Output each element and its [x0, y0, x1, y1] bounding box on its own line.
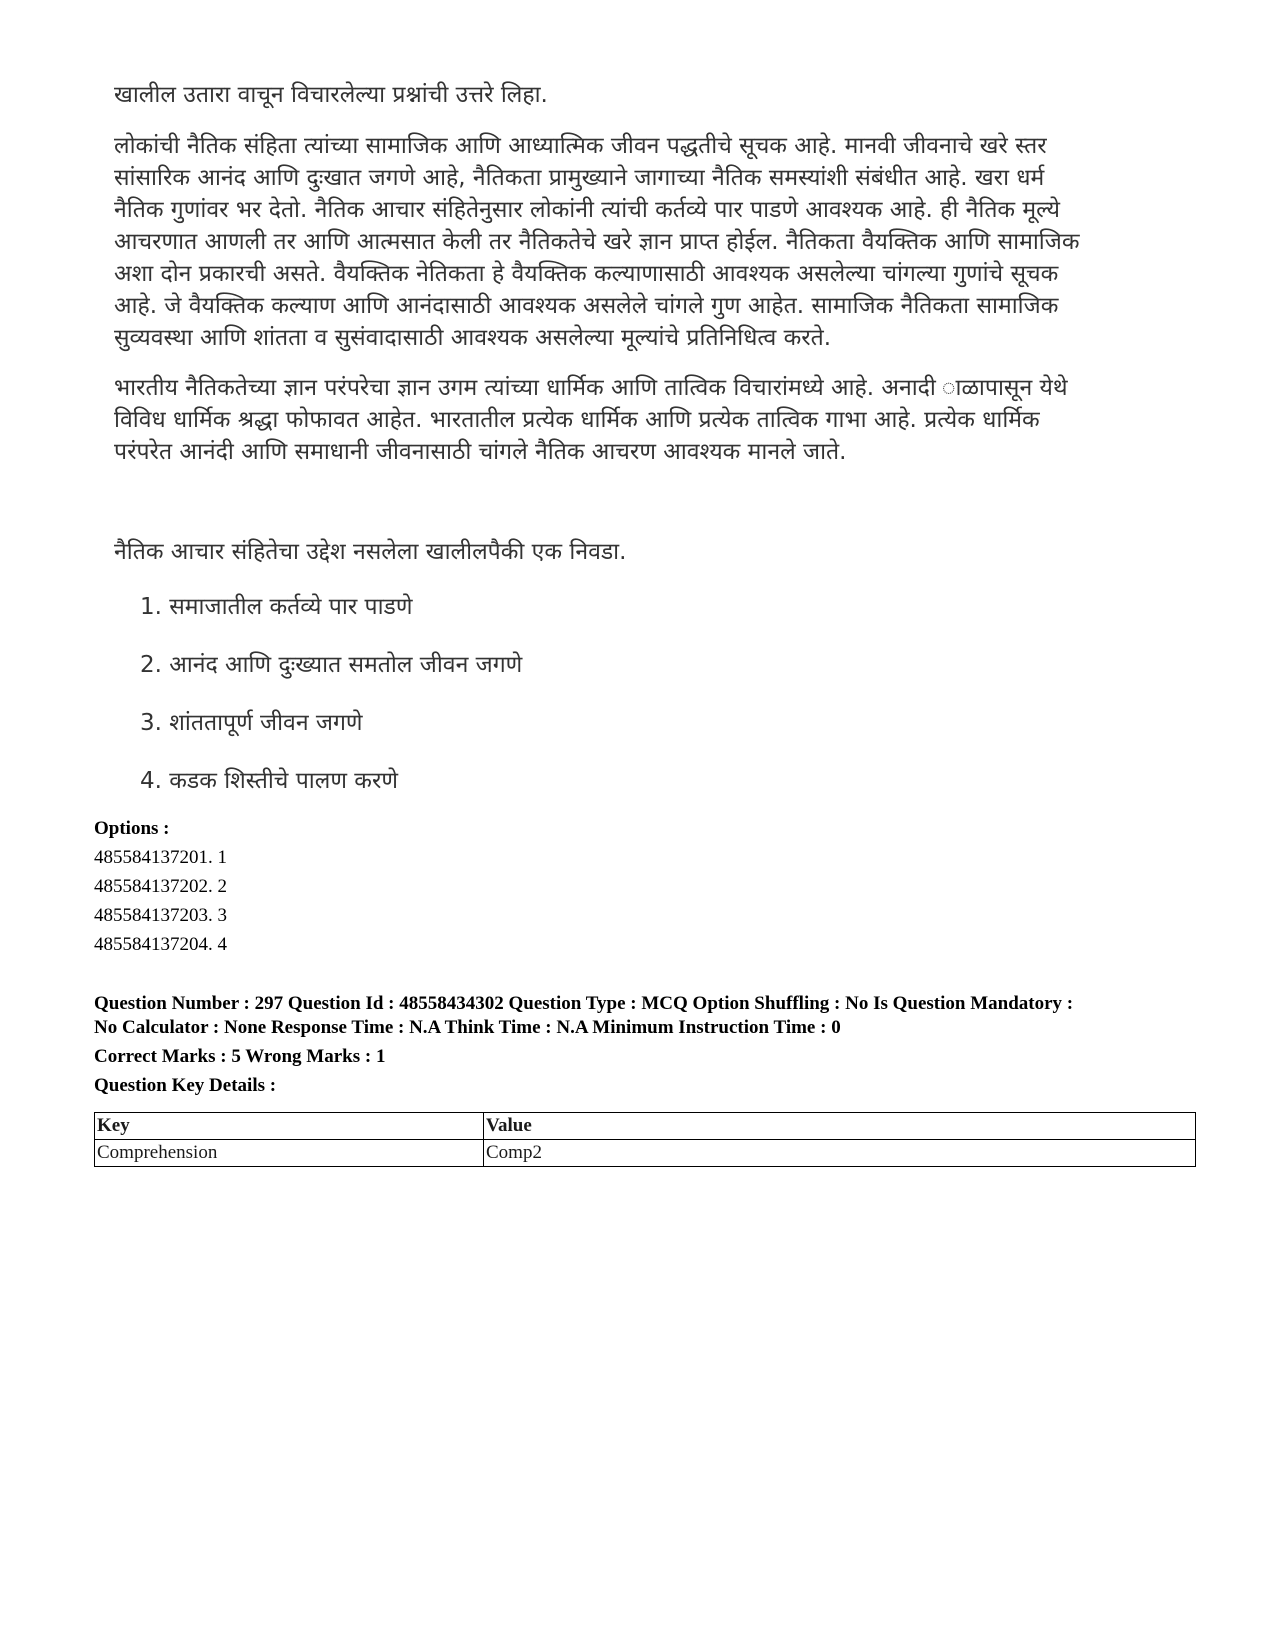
option-item: 485584137201. 1	[94, 847, 227, 868]
option-item: 485584137202. 2	[94, 876, 227, 897]
choice-item: 3. शांततापूर्ण जीवन जगणे	[140, 710, 363, 736]
question-text: नैतिक आचार संहितेचा उद्देश नसलेला खालीलपैकी एक निवडा.	[114, 539, 627, 565]
passage-paragraph-2	[114, 372, 1164, 468]
question-info-line-1: Question Number : 297 Question Id : 48558434302 Question Type : MCQ Option Shuffling : No Is Question Mandatory :	[94, 993, 1074, 1014]
choice-item: 4. कडक शिस्तीचे पालण करणे	[140, 768, 398, 794]
passage-line: नैतिक गुणांवर भर देतो. नैतिक आचार संहितेनुसार लोकांनी त्यांची कर्तव्ये पार पाडणे आवश्यक आहे. ही नैतिक मूल्ये	[114, 197, 1061, 223]
key-details-heading: Question Key Details :	[94, 1075, 277, 1096]
passage-paragraph-1	[114, 130, 1164, 354]
passage-line: भारतीय नैतिकतेच्या ज्ञान परंपरेचा ज्ञान उगम त्यांच्या धार्मिक आणि तात्विक विचारांमध्ये आहे. अनादी ाळापासून येथे	[114, 375, 1068, 401]
passage-line: आचरणात आणली तर आणि आत्मसात केली तर नैतिकतेचे खरे ज्ञान प्राप्त होईल. नैतिकता वैयक्तिक आणि सामाजिक	[114, 229, 1080, 255]
comprehension-passage	[114, 78, 1164, 486]
option-item: 485584137203. 3	[94, 905, 227, 926]
passage-line: विविध धार्मिक श्रद्धा फोफावत आहेत. भारतातील प्रत्येक धार्मिक आणि प्रत्येक तात्विक गाभा आहे. प्रत्येक धार्मिक	[114, 407, 1040, 433]
question-meta	[94, 814, 1194, 1098]
question-choices	[140, 590, 522, 822]
table-header-value: Value	[484, 1113, 1196, 1140]
question-info	[94, 992, 1194, 1040]
table-header-row	[95, 1113, 1196, 1140]
passage-line: आहे. जे वैयक्तिक कल्याण आणि आनंदासाठी आवश्यक असलेले चांगले गुण आहेत. सामाजिक नैतिकता सामाजिक	[114, 293, 1059, 319]
options-heading: Options :	[94, 818, 170, 839]
choice-item: 2. आनंद आणि दुःख्यात समतोल जीवन जगणे	[140, 652, 523, 678]
choice-item: 1. समाजातील कर्तव्ये पार पाडणे	[140, 594, 413, 620]
table-header-key: Key	[95, 1113, 484, 1140]
table-cell-key: Comprehension	[95, 1140, 484, 1167]
table-row	[95, 1140, 1196, 1167]
table-cell-value: Comp2	[484, 1140, 1196, 1167]
passage-line: लोकांची नैतिक संहिता त्यांच्या सामाजिक आणि आध्यात्मिक जीवन पद्धतीचे सूचक आहे. मानवी जीवनाचे खरे स्तर	[114, 133, 1047, 159]
passage-instruction: खालील उतारा वाचून विचारलेल्या प्रश्नांची उत्तरे लिहा.	[114, 82, 548, 108]
marks-line: Correct Marks : 5 Wrong Marks : 1	[94, 1046, 386, 1067]
passage-line: अशा दोन प्रकारची असते. वैयक्तिक नेतिकता हे वैयक्तिक कल्याणासाठी आवश्यक असलेल्या चांगल्या गुणांचे सूचक	[114, 261, 1059, 287]
passage-line: परंपरेत आनंदी आणि समाधानी जीवनासाठी चांगले नैतिक आचरण आवश्यक मानले जाते.	[114, 439, 847, 465]
passage-line: सांसारिक आनंद आणि दुःखात जगणे आहे, नैतिकता प्रामुख्याने जागाच्या नैतिक समस्यांशी संबंधीत आहे. खरा धर्म	[114, 165, 1045, 191]
question-info-line-2: No Calculator : None Response Time : N.A Think Time : N.A Minimum Instruction Time : 0	[94, 1017, 841, 1038]
passage-line: सुव्यवस्था आणि शांतता व सुसंवादासाठी आवश्यक असलेल्या मूल्यांचे प्रतिनिधित्व करते.	[114, 325, 832, 351]
option-item: 485584137204. 4	[94, 934, 227, 955]
key-details-table	[94, 1112, 1196, 1167]
